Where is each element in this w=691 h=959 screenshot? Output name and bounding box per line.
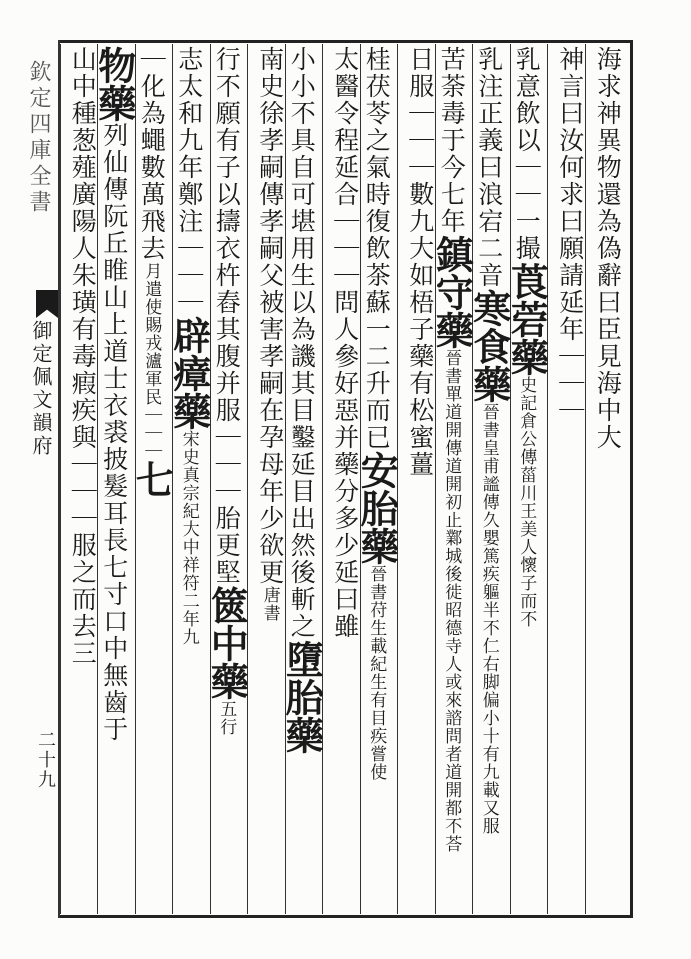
page-number: 二十九 xyxy=(35,730,56,790)
body-text: 日服｜｜｜數九大如梧子藥有松蜜薑 xyxy=(405,46,435,478)
entry-heading: 辟瘴藥 xyxy=(166,316,212,430)
entry-heading: 物藥 xyxy=(91,46,137,122)
text-column xyxy=(324,46,358,910)
annotation-text: 晉書單道開傳道開初止鄴城後徙昭德寺人或來諮問者道開都不荅 xyxy=(441,349,462,853)
annotation-text: 月遣使賜戎瀘軍民｜｜｜ xyxy=(141,262,162,460)
entry-heading: 篋中藥 xyxy=(204,586,250,700)
margin-book-title: 御定佩文韻府 xyxy=(29,320,53,458)
entry-heading: 墮胎藥 xyxy=(279,640,325,754)
entry-heading: 寒食藥 xyxy=(466,289,512,403)
margin-series-title: 欽定四庫全書 xyxy=(26,60,51,216)
text-column xyxy=(354,46,400,910)
body-text: 小小不具自可堪用生以為譏其目鑿延目出然後斬之 xyxy=(287,46,317,640)
entry-heading: 安胎藥 xyxy=(354,451,400,565)
annotation-text: 五行 xyxy=(216,700,237,736)
bottom-border-line xyxy=(58,915,632,918)
text-column xyxy=(249,46,283,910)
text-column xyxy=(504,46,550,910)
body-text: 南史徐孝嗣傳孝嗣父被害孝嗣在孕母年少欲更 xyxy=(255,46,285,586)
top-border-line xyxy=(58,40,632,43)
body-text: 志太和九年鄭注｜｜｜ xyxy=(174,46,204,316)
text-column xyxy=(466,46,512,910)
annotation-text: 晉書皇甫謐傳久嬰篤疾軀半不仁右脚偏小十有九載又服 xyxy=(478,403,499,835)
body-text: 乳注正義曰浪宕二音 xyxy=(474,46,504,289)
body-text: 桂茯苓之氣時復飲茶蘇一二升而已 xyxy=(362,46,392,451)
entry-heading: 鎮守藥 xyxy=(429,235,475,349)
text-column xyxy=(91,46,137,910)
text-column xyxy=(586,46,623,910)
text-column xyxy=(129,46,175,910)
annotation-text: 宋史真宗紀大中祥符二年九 xyxy=(178,430,199,646)
body-text: 山中種葱薤廣陽人朱璜有毒瘕疾與｜｜｜服之而去三 xyxy=(68,46,98,667)
body-text: 行不願有子以擣衣杵舂其腹并服｜｜｜胎更堅 xyxy=(212,46,242,586)
annotation-text: 唐書 xyxy=(259,586,280,622)
body-text: 列仙傳阮丘睢山上道士衣裘披髮耳長七寸口中無齒于 xyxy=(99,122,129,743)
body-text: ｜化為蠅數萬飛去 xyxy=(137,46,167,262)
text-column xyxy=(279,46,325,910)
body-text: 苦荼毒于今七年 xyxy=(437,46,467,235)
body-text: 太醫令程延合｜｜｜問人參好惡并藥分多少延曰雖 xyxy=(330,46,360,640)
text-column xyxy=(429,46,475,910)
text-column xyxy=(61,46,98,910)
entry-heading: 七 xyxy=(129,460,175,498)
body-text: 乳意飲以｜｜一撮 xyxy=(512,46,542,262)
text-column xyxy=(204,46,250,910)
annotation-text: 史記倉公傳菑川王美人懷子而不 xyxy=(516,376,537,628)
annotation-text: 晉書苻生載紀生有目疾嘗使 xyxy=(366,565,387,781)
body-text: 神言曰汝何求曰願請延年｜｜｜ xyxy=(555,46,585,424)
text-column xyxy=(549,46,583,910)
body-text: 海求神異物還為偽辭曰臣見海中大 xyxy=(593,46,623,451)
fish-tail-mark-icon xyxy=(36,290,58,318)
text-column xyxy=(399,46,433,910)
right-border-line xyxy=(630,40,633,918)
entry-heading: 莨菪藥 xyxy=(504,262,550,376)
text-column xyxy=(166,46,212,910)
